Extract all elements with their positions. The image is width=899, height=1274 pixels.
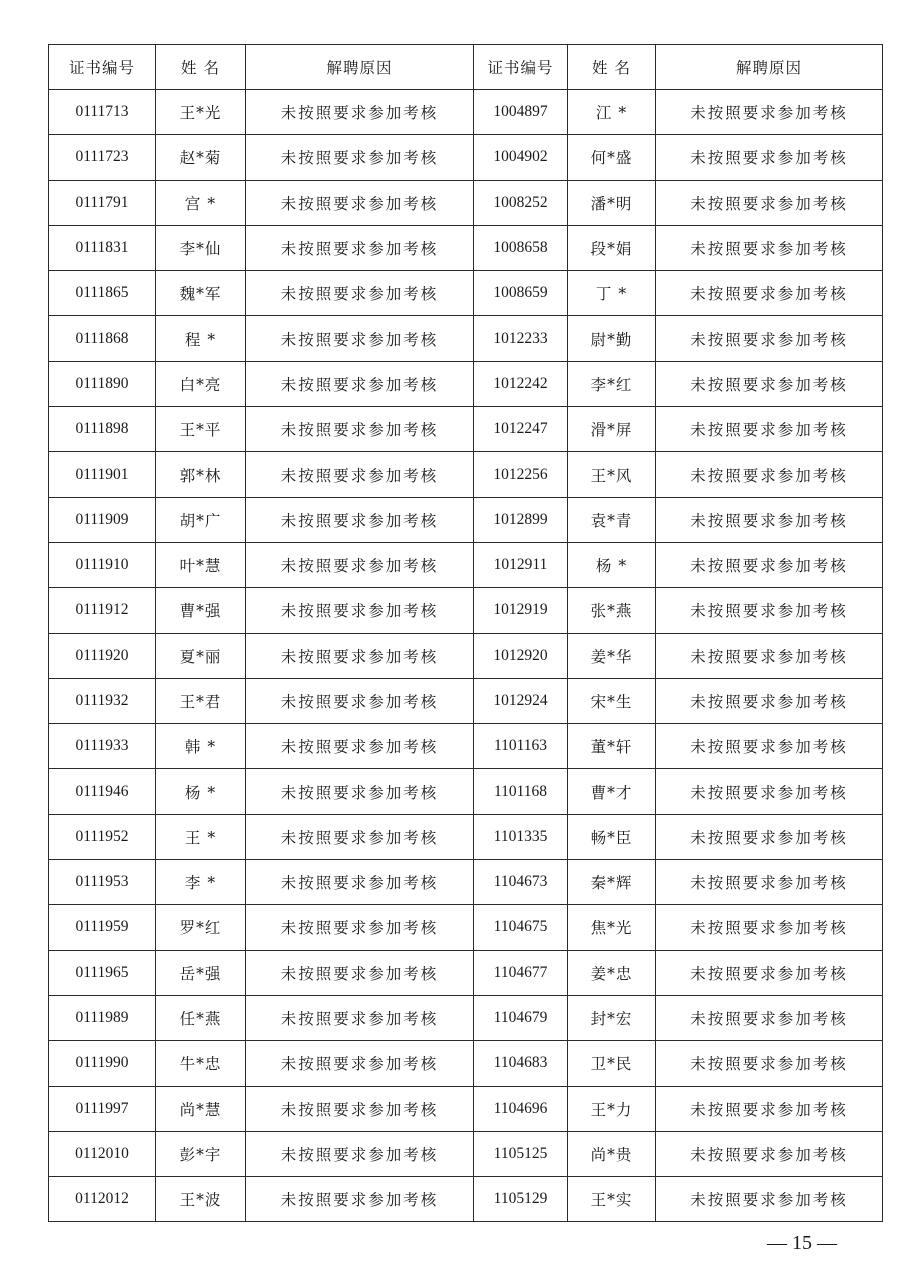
cert-no-cell: 1104679 bbox=[474, 995, 568, 1040]
reason-cell: 未按照要求参加考核 bbox=[246, 678, 474, 723]
name-cell: 叶*慧 bbox=[156, 542, 246, 587]
reason-cell: 未按照要求参加考核 bbox=[656, 452, 883, 497]
cert-no-cell: 1004902 bbox=[474, 135, 568, 180]
name-cell: 滑*屏 bbox=[568, 407, 656, 452]
table-row bbox=[49, 814, 883, 859]
name-cell: 潘*明 bbox=[568, 180, 656, 225]
table-row bbox=[49, 271, 883, 316]
name-cell: 王*光 bbox=[156, 90, 246, 135]
table-row bbox=[49, 316, 883, 361]
name-cell: 王*力 bbox=[568, 1086, 656, 1131]
name-cell: 王*君 bbox=[156, 678, 246, 723]
name-cell: 尉*勤 bbox=[568, 316, 656, 361]
table-row bbox=[49, 633, 883, 678]
table-row bbox=[49, 860, 883, 905]
table-row bbox=[49, 407, 883, 452]
name-cell: 尚*贵 bbox=[568, 1131, 656, 1176]
cert-no-cell: 1104696 bbox=[474, 1086, 568, 1131]
name-cell: 程 * bbox=[156, 316, 246, 361]
table-row bbox=[49, 769, 883, 814]
name-cell: 秦*辉 bbox=[568, 860, 656, 905]
reason-cell: 未按照要求参加考核 bbox=[246, 588, 474, 633]
cert-no-cell: 1012920 bbox=[474, 633, 568, 678]
cert-no-cell: 1104675 bbox=[474, 905, 568, 950]
name-cell: 姜*忠 bbox=[568, 950, 656, 995]
table-row bbox=[49, 588, 883, 633]
table-row bbox=[49, 361, 883, 406]
cert-no-cell: 0111933 bbox=[49, 724, 156, 769]
name-cell: 李 * bbox=[156, 860, 246, 905]
table-row bbox=[49, 1177, 883, 1222]
name-cell: 姜*华 bbox=[568, 633, 656, 678]
name-cell: 宫 * bbox=[156, 180, 246, 225]
table-row bbox=[49, 1041, 883, 1086]
name-cell: 白*亮 bbox=[156, 361, 246, 406]
cert-no-cell: 0111898 bbox=[49, 407, 156, 452]
cert-no-cell: 0111959 bbox=[49, 905, 156, 950]
table-row bbox=[49, 724, 883, 769]
name-cell: 岳*强 bbox=[156, 950, 246, 995]
table-row bbox=[49, 452, 883, 497]
name-cell: 董*轩 bbox=[568, 724, 656, 769]
name-cell: 江 * bbox=[568, 90, 656, 135]
cert-no-cell: 0111932 bbox=[49, 678, 156, 723]
name-cell: 何*盛 bbox=[568, 135, 656, 180]
reason-cell: 未按照要求参加考核 bbox=[246, 407, 474, 452]
cert-no-cell: 0112012 bbox=[49, 1177, 156, 1222]
reason-cell: 未按照要求参加考核 bbox=[656, 90, 883, 135]
reason-cell: 未按照要求参加考核 bbox=[246, 1131, 474, 1176]
cert-no-cell: 0111952 bbox=[49, 814, 156, 859]
cert-no-cell: 0111910 bbox=[49, 542, 156, 587]
reason-cell: 未按照要求参加考核 bbox=[246, 905, 474, 950]
cert-no-cell: 1105125 bbox=[474, 1131, 568, 1176]
reason-cell: 未按照要求参加考核 bbox=[656, 361, 883, 406]
cert-no-cell: 1012924 bbox=[474, 678, 568, 723]
reason-cell: 未按照要求参加考核 bbox=[246, 814, 474, 859]
reason-cell: 未按照要求参加考核 bbox=[656, 407, 883, 452]
reason-cell: 未按照要求参加考核 bbox=[656, 542, 883, 587]
reason-cell: 未按照要求参加考核 bbox=[656, 950, 883, 995]
table-row bbox=[49, 135, 883, 180]
reason-cell: 未按照要求参加考核 bbox=[246, 1086, 474, 1131]
cert-no-cell: 1012233 bbox=[474, 316, 568, 361]
name-cell: 杨 * bbox=[156, 769, 246, 814]
reason-cell: 未按照要求参加考核 bbox=[246, 497, 474, 542]
reason-cell: 未按照要求参加考核 bbox=[246, 542, 474, 587]
reason-cell: 未按照要求参加考核 bbox=[656, 135, 883, 180]
cert-no-cell: 1012911 bbox=[474, 542, 568, 587]
reason-cell: 未按照要求参加考核 bbox=[656, 860, 883, 905]
reason-cell: 未按照要求参加考核 bbox=[246, 90, 474, 135]
name-cell: 任*燕 bbox=[156, 995, 246, 1040]
reason-cell: 未按照要求参加考核 bbox=[246, 860, 474, 905]
name-cell: 李*红 bbox=[568, 361, 656, 406]
reason-cell: 未按照要求参加考核 bbox=[246, 361, 474, 406]
name-cell: 韩 * bbox=[156, 724, 246, 769]
cert-no-cell: 0111990 bbox=[49, 1041, 156, 1086]
page-number: — 15 — bbox=[767, 1232, 837, 1254]
cert-no-cell: 1012256 bbox=[474, 452, 568, 497]
cert-no-cell: 0112010 bbox=[49, 1131, 156, 1176]
reason-cell: 未按照要求参加考核 bbox=[656, 316, 883, 361]
table-row bbox=[49, 225, 883, 270]
name-cell: 罗*红 bbox=[156, 905, 246, 950]
name-cell: 曹*才 bbox=[568, 769, 656, 814]
cert-no-cell: 0111791 bbox=[49, 180, 156, 225]
table-row bbox=[49, 497, 883, 542]
cert-no-cell: 1101168 bbox=[474, 769, 568, 814]
table-row bbox=[49, 905, 883, 950]
name-cell: 段*娟 bbox=[568, 225, 656, 270]
cert-no-cell: 0111997 bbox=[49, 1086, 156, 1131]
reason-cell: 未按照要求参加考核 bbox=[656, 633, 883, 678]
reason-cell: 未按照要求参加考核 bbox=[656, 1086, 883, 1131]
reason-cell: 未按照要求参加考核 bbox=[656, 905, 883, 950]
name-cell: 牛*忠 bbox=[156, 1041, 246, 1086]
reason-cell: 未按照要求参加考核 bbox=[656, 225, 883, 270]
cert-no-cell: 0111713 bbox=[49, 90, 156, 135]
cert-no-cell: 1008659 bbox=[474, 271, 568, 316]
cert-no-cell: 0111890 bbox=[49, 361, 156, 406]
name-cell: 王*波 bbox=[156, 1177, 246, 1222]
name-cell: 卫*民 bbox=[568, 1041, 656, 1086]
table-row bbox=[49, 1131, 883, 1176]
name-cell: 魏*军 bbox=[156, 271, 246, 316]
dismissal-roster-table bbox=[48, 44, 883, 1222]
table-row bbox=[49, 90, 883, 135]
table-row bbox=[49, 542, 883, 587]
reason-cell: 未按照要求参加考核 bbox=[656, 724, 883, 769]
cert-no-cell: 1105129 bbox=[474, 1177, 568, 1222]
table-header-row bbox=[49, 45, 883, 90]
name-cell: 王 * bbox=[156, 814, 246, 859]
cert-no-cell: 1012242 bbox=[474, 361, 568, 406]
header-reason-2: 解聘原因 bbox=[656, 45, 883, 90]
header-name: 姓 名 bbox=[156, 45, 246, 90]
reason-cell: 未按照要求参加考核 bbox=[656, 1131, 883, 1176]
cert-no-cell: 0111909 bbox=[49, 497, 156, 542]
reason-cell: 未按照要求参加考核 bbox=[246, 724, 474, 769]
reason-cell: 未按照要求参加考核 bbox=[656, 180, 883, 225]
cert-no-cell: 1012247 bbox=[474, 407, 568, 452]
header-cert-no-2: 证书编号 bbox=[474, 45, 568, 90]
reason-cell: 未按照要求参加考核 bbox=[656, 1177, 883, 1222]
name-cell: 张*燕 bbox=[568, 588, 656, 633]
reason-cell: 未按照要求参加考核 bbox=[246, 1041, 474, 1086]
name-cell: 夏*丽 bbox=[156, 633, 246, 678]
name-cell: 焦*光 bbox=[568, 905, 656, 950]
cert-no-cell: 1008252 bbox=[474, 180, 568, 225]
cert-no-cell: 1004897 bbox=[474, 90, 568, 135]
name-cell: 彭*宇 bbox=[156, 1131, 246, 1176]
name-cell: 封*宏 bbox=[568, 995, 656, 1040]
name-cell: 袁*青 bbox=[568, 497, 656, 542]
cert-no-cell: 1104683 bbox=[474, 1041, 568, 1086]
reason-cell: 未按照要求参加考核 bbox=[656, 995, 883, 1040]
cert-no-cell: 0111989 bbox=[49, 995, 156, 1040]
reason-cell: 未按照要求参加考核 bbox=[656, 271, 883, 316]
table-row bbox=[49, 995, 883, 1040]
reason-cell: 未按照要求参加考核 bbox=[246, 271, 474, 316]
table-row bbox=[49, 678, 883, 723]
name-cell: 宋*生 bbox=[568, 678, 656, 723]
name-cell: 丁 * bbox=[568, 271, 656, 316]
cert-no-cell: 0111831 bbox=[49, 225, 156, 270]
cert-no-cell: 0111723 bbox=[49, 135, 156, 180]
reason-cell: 未按照要求参加考核 bbox=[656, 497, 883, 542]
reason-cell: 未按照要求参加考核 bbox=[246, 769, 474, 814]
cert-no-cell: 0111865 bbox=[49, 271, 156, 316]
cert-no-cell: 1008658 bbox=[474, 225, 568, 270]
reason-cell: 未按照要求参加考核 bbox=[246, 995, 474, 1040]
cert-no-cell: 0111965 bbox=[49, 950, 156, 995]
reason-cell: 未按照要求参加考核 bbox=[246, 452, 474, 497]
name-cell: 尚*慧 bbox=[156, 1086, 246, 1131]
name-cell: 畅*臣 bbox=[568, 814, 656, 859]
reason-cell: 未按照要求参加考核 bbox=[246, 633, 474, 678]
name-cell: 郭*林 bbox=[156, 452, 246, 497]
reason-cell: 未按照要求参加考核 bbox=[246, 180, 474, 225]
cert-no-cell: 1104673 bbox=[474, 860, 568, 905]
reason-cell: 未按照要求参加考核 bbox=[656, 814, 883, 859]
name-cell: 李*仙 bbox=[156, 225, 246, 270]
table-row bbox=[49, 1086, 883, 1131]
table-row bbox=[49, 950, 883, 995]
header-name-2: 姓 名 bbox=[568, 45, 656, 90]
cert-no-cell: 1101335 bbox=[474, 814, 568, 859]
table-body bbox=[49, 90, 883, 1222]
cert-no-cell: 0111920 bbox=[49, 633, 156, 678]
cert-no-cell: 0111912 bbox=[49, 588, 156, 633]
header-cert-no: 证书编号 bbox=[49, 45, 156, 90]
reason-cell: 未按照要求参加考核 bbox=[246, 1177, 474, 1222]
name-cell: 赵*菊 bbox=[156, 135, 246, 180]
cert-no-cell: 0111953 bbox=[49, 860, 156, 905]
cert-no-cell: 1012919 bbox=[474, 588, 568, 633]
name-cell: 杨 * bbox=[568, 542, 656, 587]
reason-cell: 未按照要求参加考核 bbox=[656, 588, 883, 633]
cert-no-cell: 1104677 bbox=[474, 950, 568, 995]
reason-cell: 未按照要求参加考核 bbox=[656, 769, 883, 814]
name-cell: 王*风 bbox=[568, 452, 656, 497]
cert-no-cell: 0111901 bbox=[49, 452, 156, 497]
reason-cell: 未按照要求参加考核 bbox=[246, 225, 474, 270]
reason-cell: 未按照要求参加考核 bbox=[246, 135, 474, 180]
table-row bbox=[49, 180, 883, 225]
cert-no-cell: 1012899 bbox=[474, 497, 568, 542]
reason-cell: 未按照要求参加考核 bbox=[246, 950, 474, 995]
cert-no-cell: 0111946 bbox=[49, 769, 156, 814]
reason-cell: 未按照要求参加考核 bbox=[656, 678, 883, 723]
cert-no-cell: 1101163 bbox=[474, 724, 568, 769]
name-cell: 王*实 bbox=[568, 1177, 656, 1222]
reason-cell: 未按照要求参加考核 bbox=[246, 316, 474, 361]
header-reason: 解聘原因 bbox=[246, 45, 474, 90]
name-cell: 王*平 bbox=[156, 407, 246, 452]
name-cell: 胡*广 bbox=[156, 497, 246, 542]
reason-cell: 未按照要求参加考核 bbox=[656, 1041, 883, 1086]
cert-no-cell: 0111868 bbox=[49, 316, 156, 361]
name-cell: 曹*强 bbox=[156, 588, 246, 633]
